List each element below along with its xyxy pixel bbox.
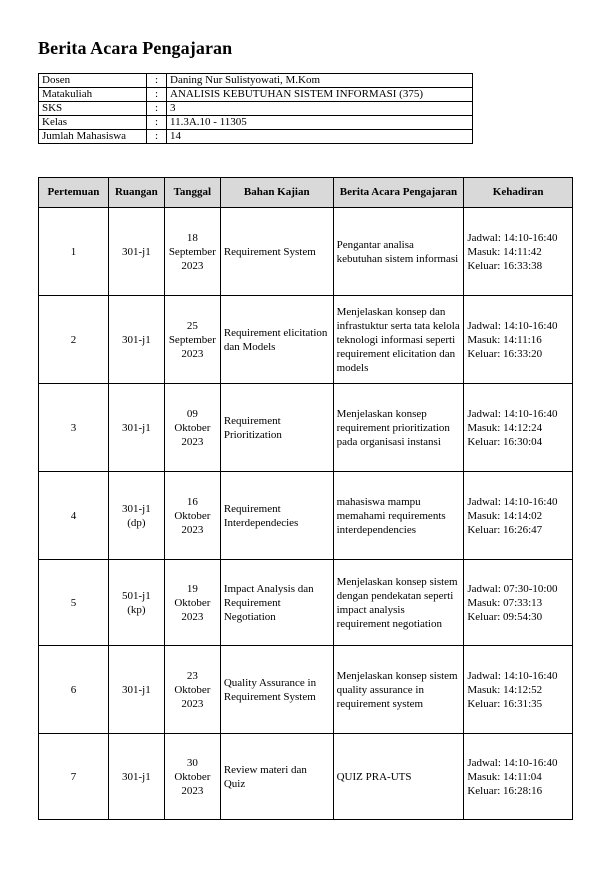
- cell-pertemuan: 4: [39, 472, 109, 560]
- cell-bahan-kajian: Requirement elicitation dan Models: [220, 296, 333, 384]
- info-row-jumlah-mahasiswa: [39, 130, 473, 144]
- info-colon: :: [147, 74, 167, 88]
- cell-berita-acara: Menjelaskan konsep sistem quality assurance in requirement system: [333, 646, 464, 734]
- table-header-row: [39, 178, 573, 208]
- table-row: [39, 734, 573, 820]
- cell-kehadiran: Jadwal: 14:10-16:40 Masuk: 14:11:16 Keluar: 16:33:20: [464, 296, 573, 384]
- info-label: Jumlah Mahasiswa: [39, 130, 147, 144]
- cell-pertemuan: 7: [39, 734, 109, 820]
- info-row-kelas: [39, 116, 473, 130]
- page-title: Berita Acara Pengajaran: [38, 38, 233, 58]
- cell-pertemuan: 5: [39, 560, 109, 646]
- cell-pertemuan: 3: [39, 384, 109, 472]
- cell-pertemuan: 1: [39, 208, 109, 296]
- cell-bahan-kajian: Requirement System: [220, 208, 333, 296]
- cell-berita-acara: QUIZ PRA-UTS: [333, 734, 464, 820]
- info-value: Daning Nur Sulistyowati, M.Kom: [167, 74, 473, 88]
- table-row: [39, 560, 573, 646]
- info-value: 14: [167, 130, 473, 144]
- cell-ruangan: 501-j1 (kp): [108, 560, 164, 646]
- cell-tanggal: 30 Oktober 2023: [164, 734, 220, 820]
- cell-ruangan: 301-j1 (dp): [108, 472, 164, 560]
- info-label: Matakuliah: [39, 88, 147, 102]
- cell-tanggal: 19 Oktober 2023: [164, 560, 220, 646]
- cell-berita-acara: mahasiswa mampu memahami requirements interdependencies: [333, 472, 464, 560]
- teaching-log-table: [38, 177, 573, 820]
- info-label: Kelas: [39, 116, 147, 130]
- table-row: [39, 384, 573, 472]
- info-value: ANALISIS KEBUTUHAN SISTEM INFORMASI (375): [167, 88, 473, 102]
- cell-kehadiran: Jadwal: 07:30-10:00 Masuk: 07:33:13 Keluar: 09:54:30: [464, 560, 573, 646]
- table-row: [39, 296, 573, 384]
- cell-bahan-kajian: Requirement Prioritization: [220, 384, 333, 472]
- cell-bahan-kajian: Quality Assurance in Requirement System: [220, 646, 333, 734]
- header-pertemuan: Pertemuan: [39, 178, 109, 208]
- info-label: Dosen: [39, 74, 147, 88]
- cell-bahan-kajian: Impact Analysis dan Requirement Negotiation: [220, 560, 333, 646]
- info-colon: :: [147, 102, 167, 116]
- cell-ruangan: 301-j1: [108, 646, 164, 734]
- cell-ruangan: 301-j1: [108, 734, 164, 820]
- cell-tanggal: 25 September 2023: [164, 296, 220, 384]
- info-label: SKS: [39, 102, 147, 116]
- table-row: [39, 208, 573, 296]
- cell-kehadiran: Jadwal: 14:10-16:40 Masuk: 14:12:52 Keluar: 16:31:35: [464, 646, 573, 734]
- info-row-dosen: [39, 74, 473, 88]
- course-info-table: [38, 73, 473, 144]
- header-bahan-kajian: Bahan Kajian: [220, 178, 333, 208]
- cell-bahan-kajian: Requirement Interdependecies: [220, 472, 333, 560]
- cell-tanggal: 23 Oktober 2023: [164, 646, 220, 734]
- info-colon: :: [147, 130, 167, 144]
- cell-berita-acara: Menjelaskan konsep dan infrastuktur serta tata kelola teknologi informasi seperti requirement elicitation dan models: [333, 296, 464, 384]
- cell-pertemuan: 6: [39, 646, 109, 734]
- cell-ruangan: 301-j1: [108, 384, 164, 472]
- cell-berita-acara: Pengantar analisa kebutuhan sistem informasi: [333, 208, 464, 296]
- info-row-matakuliah: [39, 88, 473, 102]
- cell-bahan-kajian: Review materi dan Quiz: [220, 734, 333, 820]
- header-kehadiran: Kehadiran: [464, 178, 573, 208]
- cell-kehadiran: Jadwal: 14:10-16:40 Masuk: 14:11:42 Keluar: 16:33:38: [464, 208, 573, 296]
- cell-ruangan: 301-j1: [108, 208, 164, 296]
- header-tanggal: Tanggal: [164, 178, 220, 208]
- cell-kehadiran: Jadwal: 14:10-16:40 Masuk: 14:12:24 Keluar: 16:30:04: [464, 384, 573, 472]
- cell-pertemuan: 2: [39, 296, 109, 384]
- cell-tanggal: 16 Oktober 2023: [164, 472, 220, 560]
- info-row-sks: [39, 102, 473, 116]
- info-colon: :: [147, 116, 167, 130]
- info-value: 11.3A.10 - 11305: [167, 116, 473, 130]
- table-row: [39, 472, 573, 560]
- cell-tanggal: 18 September 2023: [164, 208, 220, 296]
- cell-tanggal: 09 Oktober 2023: [164, 384, 220, 472]
- cell-berita-acara: Menjelaskan konsep sistem dengan pendekatan seperti impact analysis requirement negotiation: [333, 560, 464, 646]
- cell-kehadiran: Jadwal: 14:10-16:40 Masuk: 14:11:04 Keluar: 16:28:16: [464, 734, 573, 820]
- cell-kehadiran: Jadwal: 14:10-16:40 Masuk: 14:14:02 Keluar: 16:26:47: [464, 472, 573, 560]
- header-ruangan: Ruangan: [108, 178, 164, 208]
- header-berita-acara: Berita Acara Pengajaran: [333, 178, 464, 208]
- cell-berita-acara: Menjelaskan konsep requirement prioritization pada organisasi instansi: [333, 384, 464, 472]
- cell-ruangan: 301-j1: [108, 296, 164, 384]
- table-row: [39, 646, 573, 734]
- info-colon: :: [147, 88, 167, 102]
- info-value: 3: [167, 102, 473, 116]
